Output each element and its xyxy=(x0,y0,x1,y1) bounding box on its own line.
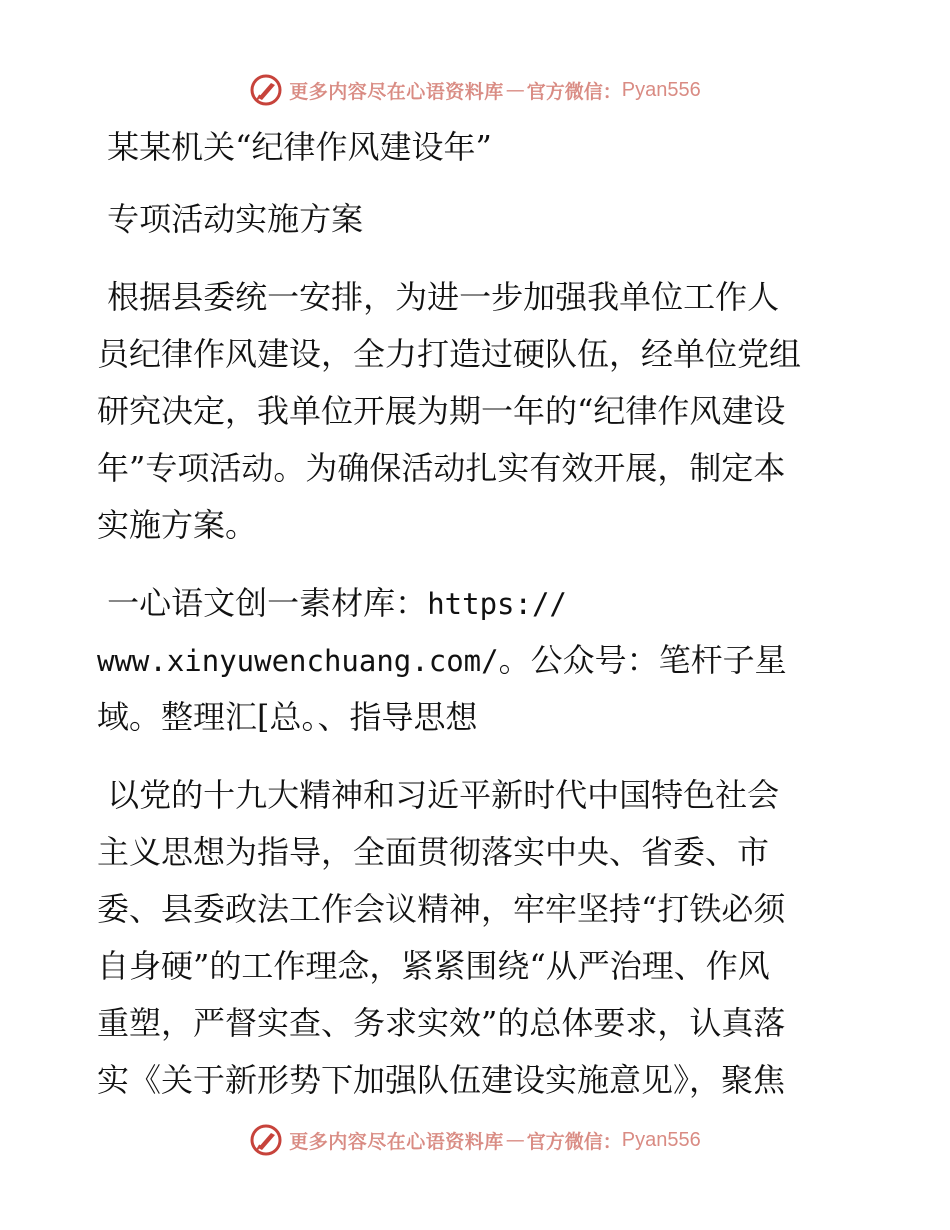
section-heading-guideline: 域。整理汇[总。、指导思想 xyxy=(97,698,478,736)
intro-line: 根据县委统一安排，为进一步加强我单位工作人 xyxy=(97,278,780,316)
document-title-line-1: 某某机关“纪律作风建设年” xyxy=(97,128,492,166)
guideline-line: 重塑，严督实查、务求实效”的总体要求，认真落 xyxy=(97,1004,786,1042)
header-watermark xyxy=(0,70,950,110)
source-line-2 xyxy=(97,632,857,690)
source-label: 一心语文创一素材库： xyxy=(97,584,428,622)
guideline-line: 自身硬”的工作理念，紧紧围绕“从严治理、作风 xyxy=(97,947,770,985)
document-title-line-2: 专项活动实施方案 xyxy=(97,200,364,238)
footer-watermark xyxy=(0,1120,950,1160)
intro-line: 研究决定，我单位开展为期一年的“纪律作风建设 xyxy=(97,392,786,430)
watermark-separator: — xyxy=(505,79,525,101)
watermark-account: Pyan556 xyxy=(621,1128,701,1151)
quill-logo-icon xyxy=(249,73,283,107)
source-line-1 xyxy=(97,575,857,633)
intro-line: 实施方案。 xyxy=(97,506,258,544)
watermark-account: Pyan556 xyxy=(621,78,701,101)
watermark-label: 官方微信： xyxy=(526,80,622,103)
watermark-brand: 更多内容尽在心语资料库 xyxy=(289,80,504,103)
watermark-separator: — xyxy=(505,1129,525,1151)
intro-line: 年”专项活动。为确保活动扎实有效开展，制定本 xyxy=(97,449,786,487)
source-account: 。公众号：笔杆子星 xyxy=(498,641,787,679)
watermark-brand: 更多内容尽在心语资料库 xyxy=(289,1130,504,1153)
source-url-prefix: https:// xyxy=(427,587,567,621)
guideline-line: 以党的十九大精神和习近平新时代中国特色社会 xyxy=(97,776,780,814)
intro-line: 员纪律作风建设，全力打造过硬队伍，经单位党组 xyxy=(97,335,802,373)
quill-logo-icon xyxy=(249,1123,283,1157)
guideline-line: 主义思想为指导，全面贯彻落实中央、省委、市 xyxy=(97,833,770,871)
guideline-line: 实《关于新形势下加强队伍建设实施意见》，聚焦 xyxy=(97,1061,786,1099)
guideline-line: 委、县委政法工作会议精神，牢牢坚持“打铁必须 xyxy=(97,890,786,928)
watermark-label: 官方微信： xyxy=(526,1130,622,1153)
source-url-domain: www.xinyuwenchuang.com/ xyxy=(97,644,499,678)
